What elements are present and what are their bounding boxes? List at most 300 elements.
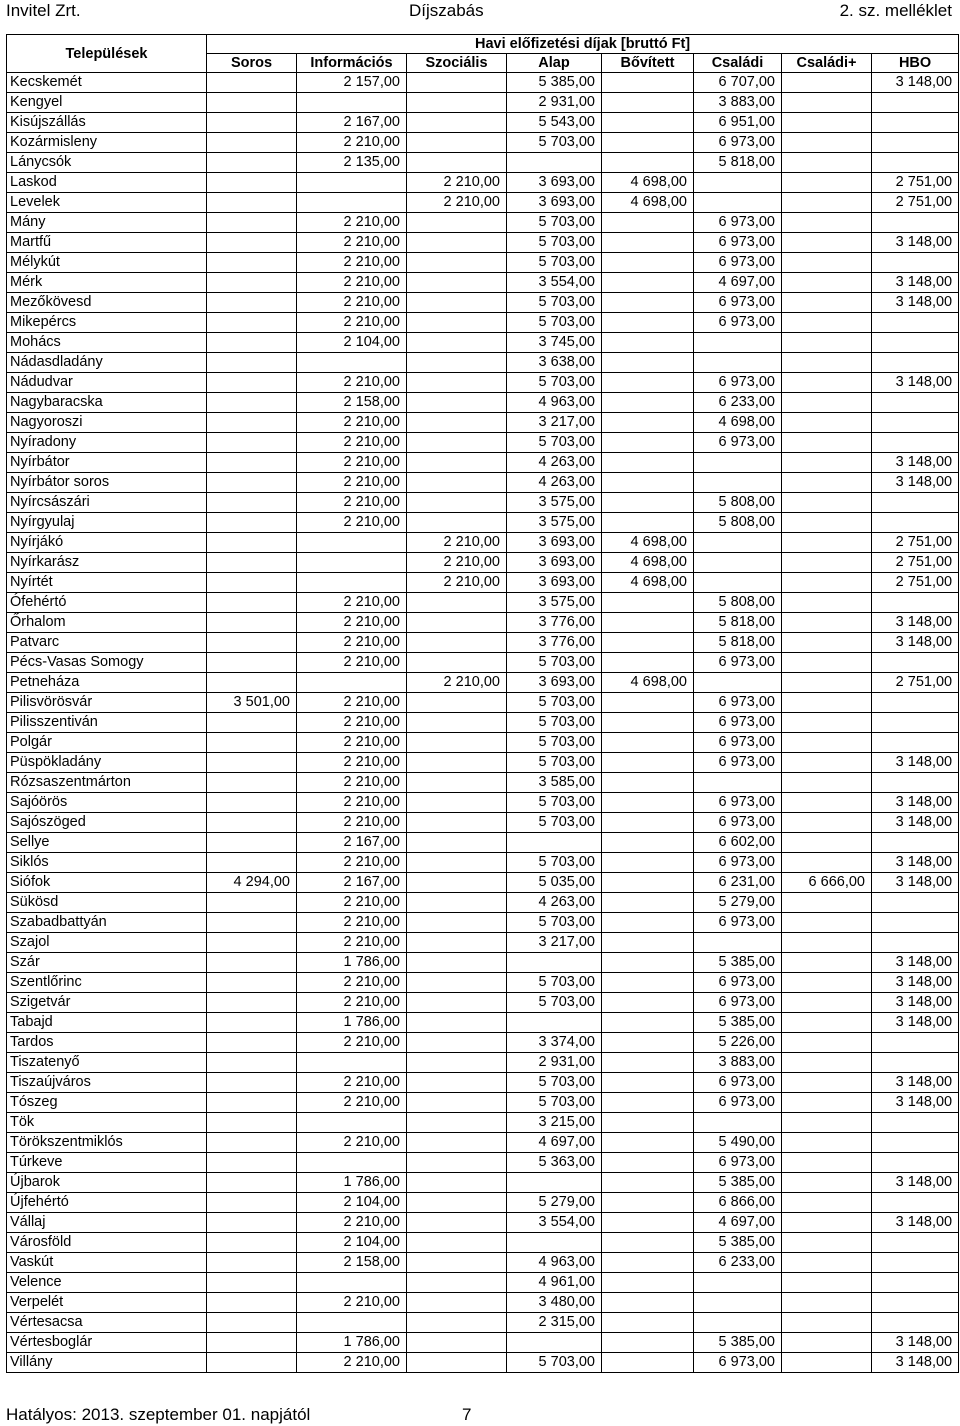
table-row: [7, 1053, 959, 1073]
fee-cell: 2 104,00: [297, 333, 407, 353]
table-row: [7, 293, 959, 313]
town-name: Nyírbátor: [7, 453, 207, 473]
fee-cell: 5 703,00: [507, 1073, 602, 1093]
fee-cell: [207, 553, 297, 573]
town-name: Sellye: [7, 833, 207, 853]
fee-cell: [694, 333, 782, 353]
effective-date: Hatályos: 2013. szeptember 01. napjától: [6, 1405, 311, 1424]
fee-cell: 1 786,00: [297, 1013, 407, 1033]
fee-cell: 2 210,00: [297, 893, 407, 913]
fee-cell: [602, 233, 694, 253]
fee-cell: [602, 293, 694, 313]
fee-cell: [782, 113, 872, 133]
fee-cell: [872, 1273, 959, 1293]
fee-cell: [407, 593, 507, 613]
fee-cell: 3 148,00: [872, 473, 959, 493]
town-name: Nádudvar: [7, 373, 207, 393]
fee-cell: 2 210,00: [297, 1293, 407, 1313]
fee-cell: [782, 1033, 872, 1053]
town-name: Szajol: [7, 933, 207, 953]
fee-cell: 2 210,00: [297, 313, 407, 333]
fee-cell: [407, 1033, 507, 1053]
fee-cell: [782, 793, 872, 813]
fee-cell: [694, 473, 782, 493]
fee-cell: [782, 133, 872, 153]
fee-cell: [407, 693, 507, 713]
fee-cell: [407, 113, 507, 133]
fee-cell: [297, 173, 407, 193]
fee-cell: [602, 1013, 694, 1033]
fee-cell: 5 703,00: [507, 233, 602, 253]
fee-cell: [872, 1253, 959, 1273]
fee-cell: [602, 753, 694, 773]
town-name: Patvarc: [7, 633, 207, 653]
fee-cell: [407, 1153, 507, 1173]
fee-cell: [872, 333, 959, 353]
town-name: Nyírcsászári: [7, 493, 207, 513]
fee-cell: [872, 1053, 959, 1073]
fee-cell: [407, 993, 507, 1013]
town-name: Pilisszentiván: [7, 713, 207, 733]
fee-cell: [782, 653, 872, 673]
fee-cell: [507, 153, 602, 173]
fee-cell: 6 231,00: [694, 873, 782, 893]
fee-cell: [872, 133, 959, 153]
table-row: [7, 273, 959, 293]
fee-cell: [407, 713, 507, 733]
fee-cell: 3 554,00: [507, 273, 602, 293]
fee-cell: [602, 453, 694, 473]
fee-cell: [297, 93, 407, 113]
fee-cell: [207, 93, 297, 113]
fee-cell: [602, 653, 694, 673]
table-row: [7, 1333, 959, 1353]
fee-cell: 2 210,00: [407, 173, 507, 193]
fee-cell: [207, 613, 297, 633]
fee-cell: [872, 153, 959, 173]
fee-cell: 3 693,00: [507, 553, 602, 573]
fee-cell: [602, 1353, 694, 1373]
fee-cell: [407, 1133, 507, 1153]
fee-cell: [602, 93, 694, 113]
fee-cell: [782, 273, 872, 293]
fee-cell: 2 210,00: [297, 293, 407, 313]
fee-cell: 2 931,00: [507, 1053, 602, 1073]
fee-cell: [207, 493, 297, 513]
fee-cell: [207, 293, 297, 313]
fee-cell: [602, 873, 694, 893]
fee-cell: [782, 493, 872, 513]
fee-cell: [407, 333, 507, 353]
fee-cell: [407, 953, 507, 973]
fee-cell: 5 385,00: [694, 1173, 782, 1193]
fee-cell: [407, 853, 507, 873]
town-name: Mélykút: [7, 253, 207, 273]
town-name: Nyírgyulaj: [7, 513, 207, 533]
fee-cell: 2 135,00: [297, 153, 407, 173]
fee-cell: 4 698,00: [602, 673, 694, 693]
fee-cell: [782, 1013, 872, 1033]
fee-cell: 2 210,00: [297, 753, 407, 773]
table-row: [7, 913, 959, 933]
fee-cell: 5 226,00: [694, 1033, 782, 1053]
fee-cell: 4 698,00: [602, 193, 694, 213]
fee-cell: [602, 893, 694, 913]
fee-cell: [297, 533, 407, 553]
fee-cell: 5 703,00: [507, 793, 602, 813]
fee-cell: [602, 1273, 694, 1293]
fee-cell: [407, 1353, 507, 1373]
fee-cell: 2 157,00: [297, 73, 407, 93]
town-name: Nyírtét: [7, 573, 207, 593]
fee-cell: 4 697,00: [694, 1213, 782, 1233]
fee-cell: 3 148,00: [872, 1093, 959, 1113]
fee-cell: [602, 493, 694, 513]
fee-cell: 5 818,00: [694, 613, 782, 633]
fee-cell: [602, 993, 694, 1013]
fee-cell: 6 973,00: [694, 313, 782, 333]
town-name: Nyírkarász: [7, 553, 207, 573]
fee-cell: 2 751,00: [872, 193, 959, 213]
town-name: Túrkeve: [7, 1153, 207, 1173]
table-row: [7, 333, 959, 353]
fee-cell: 3 693,00: [507, 173, 602, 193]
fee-cell: [694, 553, 782, 573]
table-row: [7, 493, 959, 513]
fee-cell: 5 703,00: [507, 753, 602, 773]
fee-cell: [694, 933, 782, 953]
fee-cell: [207, 413, 297, 433]
fee-cell: 3 148,00: [872, 753, 959, 773]
town-name: Szár: [7, 953, 207, 973]
fee-cell: 2 210,00: [297, 653, 407, 673]
fee-cell: [782, 413, 872, 433]
fee-cell: [407, 1073, 507, 1093]
fee-cell: [507, 1333, 602, 1353]
fee-cell: 2 210,00: [297, 133, 407, 153]
table-row: [7, 1033, 959, 1053]
fee-cell: [297, 1313, 407, 1333]
fee-cell: 5 279,00: [507, 1193, 602, 1213]
fee-cell: 3 776,00: [507, 633, 602, 653]
fee-cell: [872, 493, 959, 513]
fee-cell: 2 210,00: [297, 853, 407, 873]
fee-cell: [782, 453, 872, 473]
fee-cell: [602, 353, 694, 373]
fee-cell: 2 931,00: [507, 93, 602, 113]
fee-cell: [602, 393, 694, 413]
town-name: Villány: [7, 1353, 207, 1373]
fee-cell: 4 961,00: [507, 1273, 602, 1293]
town-name: Tardos: [7, 1033, 207, 1053]
table-row: [7, 1133, 959, 1153]
fee-cell: [694, 453, 782, 473]
fee-cell: [602, 713, 694, 733]
town-name: Verpelét: [7, 1293, 207, 1313]
table-row: [7, 1153, 959, 1173]
fee-cell: [407, 793, 507, 813]
fee-cell: 5 490,00: [694, 1133, 782, 1153]
fee-cell: [207, 253, 297, 273]
table-row: [7, 433, 959, 453]
fee-cell: 1 786,00: [297, 1173, 407, 1193]
fee-cell: [407, 1233, 507, 1253]
fee-cell: 5 808,00: [694, 593, 782, 613]
fee-cell: [407, 1053, 507, 1073]
fee-cell: 2 210,00: [297, 633, 407, 653]
town-name: Vaskút: [7, 1253, 207, 1273]
fee-cell: [407, 933, 507, 953]
fee-cell: [507, 1013, 602, 1033]
fee-cell: [782, 573, 872, 593]
fee-cell: 2 210,00: [297, 453, 407, 473]
fee-cell: [782, 173, 872, 193]
table-row: [7, 213, 959, 233]
fee-cell: 4 963,00: [507, 393, 602, 413]
fee-cell: [782, 673, 872, 693]
fee-cell: 2 210,00: [297, 213, 407, 233]
fee-cell: [407, 1113, 507, 1133]
fee-cell: [207, 913, 297, 933]
fee-cell: [782, 1353, 872, 1373]
fee-cell: [207, 1173, 297, 1193]
fee-cell: [407, 1173, 507, 1193]
fee-cell: [602, 633, 694, 653]
column-header: Alap: [507, 54, 602, 73]
fee-cell: [602, 793, 694, 813]
fee-cell: 6 602,00: [694, 833, 782, 853]
fee-cell: 5 703,00: [507, 693, 602, 713]
fee-cell: 6 666,00: [782, 873, 872, 893]
fee-cell: 2 210,00: [297, 613, 407, 633]
fee-cell: [872, 1153, 959, 1173]
fee-cell: 6 973,00: [694, 653, 782, 673]
fee-cell: [207, 1153, 297, 1173]
fee-cell: [207, 1233, 297, 1253]
fee-cell: [694, 173, 782, 193]
town-name: Rózsaszentmárton: [7, 773, 207, 793]
annex-label: 2. sz. melléklet: [839, 1, 952, 20]
fee-cell: [407, 1293, 507, 1313]
fee-cell: [207, 893, 297, 913]
fee-cell: 6 973,00: [694, 213, 782, 233]
fee-cell: [694, 573, 782, 593]
column-header: Soros: [207, 54, 297, 73]
table-row: [7, 93, 959, 113]
fee-table: [6, 34, 959, 1373]
fee-cell: [602, 1213, 694, 1233]
table-row: [7, 673, 959, 693]
fee-cell: 6 973,00: [694, 853, 782, 873]
fee-cell: [297, 1113, 407, 1133]
fee-cell: [207, 1093, 297, 1113]
fee-cell: [207, 793, 297, 813]
fee-cell: 3 148,00: [872, 373, 959, 393]
fee-cell: [602, 413, 694, 433]
fee-cell: 5 703,00: [507, 1093, 602, 1113]
fee-cell: [207, 333, 297, 353]
fee-cell: [602, 613, 694, 633]
town-name: Szabadbattyán: [7, 913, 207, 933]
fee-cell: 3 148,00: [872, 1013, 959, 1033]
fee-cell: [872, 713, 959, 733]
column-header: Szociális: [407, 54, 507, 73]
table-row: [7, 113, 959, 133]
fee-cell: [782, 1293, 872, 1313]
fee-cell: [782, 953, 872, 973]
fee-cell: [782, 893, 872, 913]
fee-cell: [782, 1093, 872, 1113]
table-body: [7, 73, 959, 1373]
fee-cell: 2 210,00: [297, 1133, 407, 1153]
fee-cell: [297, 1273, 407, 1293]
table-row: [7, 933, 959, 953]
fee-cell: 6 973,00: [694, 373, 782, 393]
town-name: Mezőkövesd: [7, 293, 207, 313]
fee-cell: [602, 1053, 694, 1073]
fee-cell: [782, 1273, 872, 1293]
fee-cell: 3 745,00: [507, 333, 602, 353]
fee-cell: 5 363,00: [507, 1153, 602, 1173]
fee-cell: [507, 833, 602, 853]
town-name: Laskod: [7, 173, 207, 193]
fee-cell: 3 575,00: [507, 593, 602, 613]
town-name: Martfű: [7, 233, 207, 253]
fee-cell: [782, 213, 872, 233]
fee-cell: [207, 133, 297, 153]
fee-cell: [207, 653, 297, 673]
fee-cell: 5 703,00: [507, 1353, 602, 1373]
fee-cell: 2 210,00: [407, 193, 507, 213]
fee-cell: 5 808,00: [694, 493, 782, 513]
town-name: Szentlőrinc: [7, 973, 207, 993]
fee-cell: [407, 913, 507, 933]
fee-cell: 6 973,00: [694, 1073, 782, 1093]
fee-cell: [872, 1313, 959, 1333]
fee-cell: [297, 1053, 407, 1073]
fee-cell: [782, 1233, 872, 1253]
page-number: 7: [462, 1405, 472, 1424]
town-name: Ófehértó: [7, 593, 207, 613]
fee-cell: [407, 473, 507, 493]
fee-cell: 6 973,00: [694, 813, 782, 833]
fee-cell: [782, 733, 872, 753]
fee-cell: 5 385,00: [507, 73, 602, 93]
town-name: Lánycsók: [7, 153, 207, 173]
table-row: [7, 1313, 959, 1333]
table-row: [7, 993, 959, 1013]
table-row: [7, 1193, 959, 1213]
town-name: Kecskemét: [7, 73, 207, 93]
fee-cell: 2 751,00: [872, 533, 959, 553]
fee-cell: 5 385,00: [694, 1333, 782, 1353]
fee-cell: 3 148,00: [872, 1353, 959, 1373]
fee-cell: 5 385,00: [694, 1013, 782, 1033]
fee-cell: 2 210,00: [297, 913, 407, 933]
fee-cell: 2 751,00: [872, 173, 959, 193]
fee-cell: 3 693,00: [507, 573, 602, 593]
fee-cell: [872, 1133, 959, 1153]
fee-cell: 6 707,00: [694, 73, 782, 93]
fee-cell: 2 210,00: [297, 413, 407, 433]
fee-cell: [207, 853, 297, 873]
table-row: [7, 413, 959, 433]
table-row: [7, 153, 959, 173]
fee-cell: 3 148,00: [872, 633, 959, 653]
fee-cell: 2 210,00: [297, 1033, 407, 1053]
table-row: [7, 1213, 959, 1233]
fee-cell: 1 786,00: [297, 953, 407, 973]
fee-cell: 2 104,00: [297, 1233, 407, 1253]
table-row: [7, 393, 959, 413]
fee-cell: [207, 593, 297, 613]
fee-cell: [782, 513, 872, 533]
fee-cell: [207, 1333, 297, 1353]
fee-cell: 4 263,00: [507, 453, 602, 473]
fee-cell: [602, 593, 694, 613]
town-name: Püspökladány: [7, 753, 207, 773]
table-row: [7, 833, 959, 853]
fee-cell: 6 973,00: [694, 1093, 782, 1113]
fee-cell: [872, 733, 959, 753]
fee-cell: [782, 1053, 872, 1073]
fee-cell: 2 210,00: [297, 733, 407, 753]
town-name: Tök: [7, 1113, 207, 1133]
fee-cell: 3 148,00: [872, 973, 959, 993]
fee-cell: 6 233,00: [694, 1253, 782, 1273]
table-row: [7, 973, 959, 993]
fee-cell: [407, 833, 507, 853]
table-row: [7, 313, 959, 333]
fee-cell: 6 973,00: [694, 693, 782, 713]
fee-cell: [407, 613, 507, 633]
fee-cell: [207, 1073, 297, 1093]
fee-cell: 4 698,00: [602, 173, 694, 193]
fee-cell: 3 693,00: [507, 533, 602, 553]
fee-cell: [407, 1093, 507, 1113]
towns-header: Települések: [7, 35, 207, 73]
town-name: Kozármisleny: [7, 133, 207, 153]
fee-cell: 5 703,00: [507, 813, 602, 833]
town-name: Vállaj: [7, 1213, 207, 1233]
fee-cell: 3 638,00: [507, 353, 602, 373]
fee-cell: 4 698,00: [602, 553, 694, 573]
fee-cell: 5 703,00: [507, 253, 602, 273]
fee-cell: [782, 153, 872, 173]
fee-cell: 3 217,00: [507, 933, 602, 953]
fee-cell: 3 148,00: [872, 453, 959, 473]
fee-cell: 5 703,00: [507, 293, 602, 313]
table-row: [7, 553, 959, 573]
fee-cell: [207, 1193, 297, 1213]
town-name: Mérk: [7, 273, 207, 293]
fee-cell: [407, 653, 507, 673]
fee-cell: [407, 453, 507, 473]
fee-cell: [782, 713, 872, 733]
town-name: Őrhalom: [7, 613, 207, 633]
fee-cell: 3 501,00: [207, 693, 297, 713]
table-row: [7, 73, 959, 93]
table-header: [7, 35, 959, 73]
table-row: [7, 733, 959, 753]
page-footer: [6, 1404, 566, 1426]
table-row: [7, 513, 959, 533]
fee-cell: [782, 93, 872, 113]
fee-cell: 5 703,00: [507, 973, 602, 993]
fee-cell: 2 210,00: [297, 1093, 407, 1113]
fee-cell: [872, 253, 959, 273]
fee-cell: 2 210,00: [297, 493, 407, 513]
